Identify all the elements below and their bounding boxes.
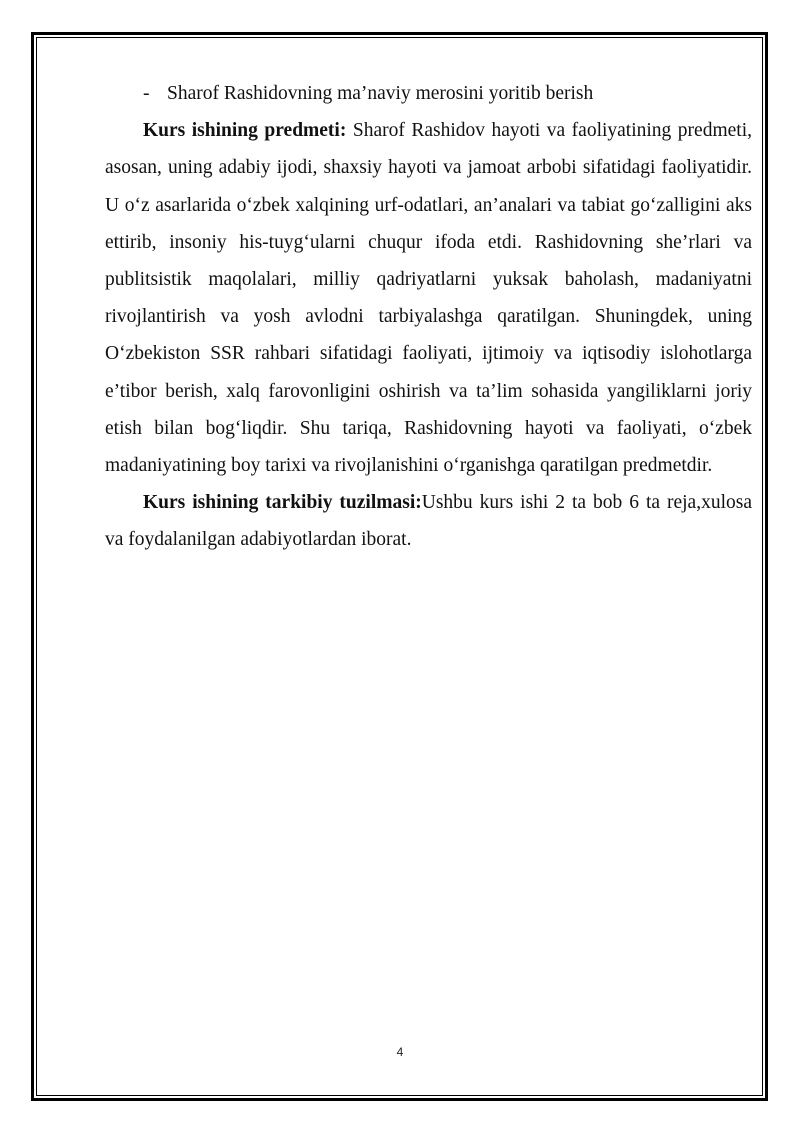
bullet-item: [105, 75, 752, 112]
paragraph-heading: Kurs ishining tarkibiy tuzilmasi:: [143, 492, 422, 514]
bullet-dash: -: [143, 83, 150, 104]
page-number: 4: [396, 1045, 404, 1059]
paragraph-predmet: [105, 112, 752, 484]
bullet-text: Sharof Rashidovning ma’naviy merosini yoritib berish: [167, 83, 594, 104]
paragraph-tuzilma: [105, 484, 752, 558]
paragraph-body: Sharof Rashidov hayoti va faoliyatining predmeti, asosan, uning adabiy ijodi, shaxsiy hayoti va jamoat arbobi sifatidagi faoliyatidir. U o‘z asarlarida o‘zbek xalqining urf-odatlari, an’analari va tabiat go‘zalligini aks ettirib, insoniy his-tuyg‘ularni chuqur ifoda etdi. Rashidovning she’rlari va publitsistik maqolalari, milliy qadriyatlarni yuksak baholash, madaniyatni rivojlantirish va yosh avlodni tarbiyalashga qaratilgan. Shuningdek, uning O‘zbekiston SSR rahbari sifatidagi faoliyati, ijtimoiy va iqtisodiy islohotlarga e’tibor berish, xalq farovonligini oshirish va ta’lim sohasida yangiliklarni joriy etish bilan bog‘liqdir. Shu tariqa, Rashidovning hayoti va faoliyati, o‘zbek madaniyatining boy tarixi va rivojlanishini o‘rganishga qaratilgan predmetdir.: [105, 120, 752, 477]
paragraph-body: Ushbu kurs ishi 2 ta bob 6 ta reja,xulosa va foydalanilgan adabiyotlardan iborat.: [105, 492, 752, 551]
document-body: [105, 75, 752, 559]
paragraph-heading: Kurs ishining predmeti:: [143, 120, 347, 142]
